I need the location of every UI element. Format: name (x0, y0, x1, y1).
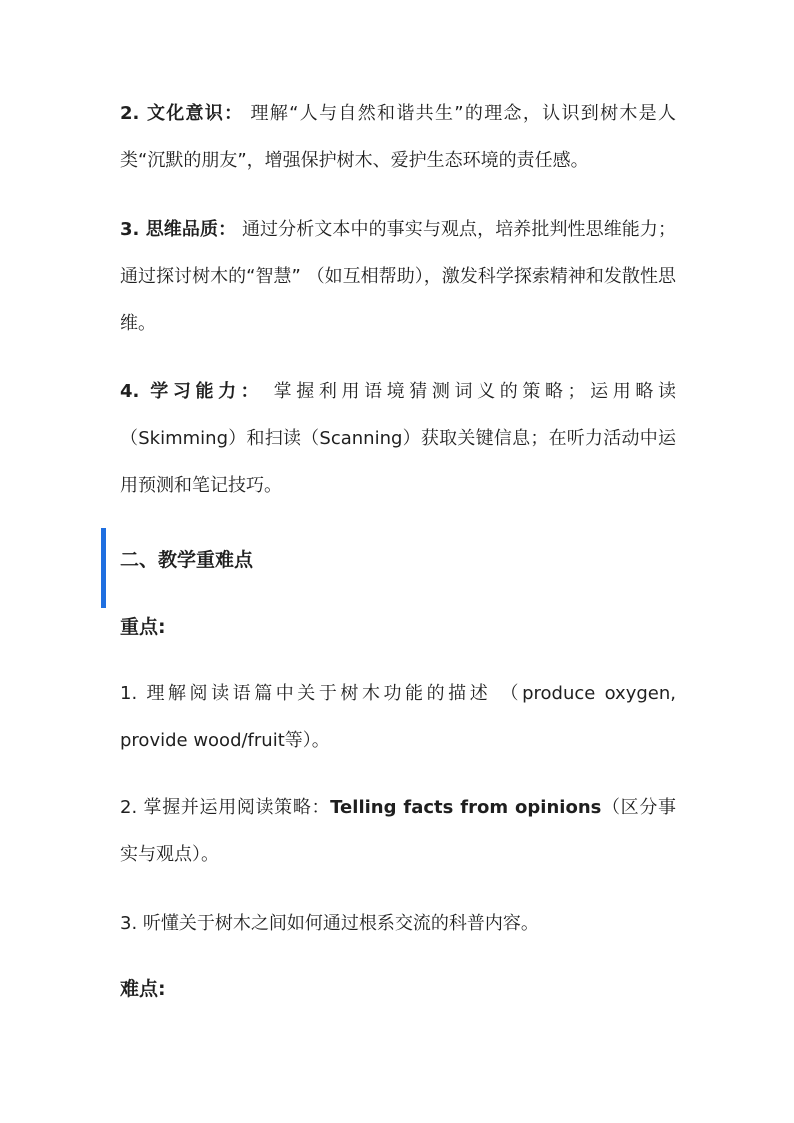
key-point-prefix: 2. 掌握并运用阅读策略： (120, 797, 331, 818)
objective-text: 掌握利用语境猜测词义的策略；运用略读（Skimming）和扫读（Scanning）获取关键信息；在听力活动中运用预测和笔记技巧。 (120, 381, 676, 496)
section-accent-bar (101, 528, 106, 608)
key-point-item (120, 900, 676, 947)
objective-text: 通过分析文本中的事实与观点，培养批判性思维能力；通过探讨树木的“智慧” （如互相帮助），激发科学探索精神和发散性思维。 (120, 219, 676, 334)
difficulties-label: 难点: (120, 978, 166, 1000)
objective-label: 4. 学习能力： (120, 381, 264, 402)
objective-thinking-quality (120, 206, 676, 347)
section-heading: 二、教学重难点 (120, 549, 254, 571)
objective-label: 3. 思维品质： (120, 219, 237, 240)
key-point-suffix: （区分事实与观点）。 (120, 797, 677, 865)
key-points-label: 重点: (120, 616, 166, 638)
objective-label: 2. 文化意识： (120, 103, 244, 124)
key-point-strategy: Telling facts from opinions (330, 797, 602, 818)
key-point-text: 1. 理解阅读语篇中关于树木功能的描述 （produce oxygen, provide wood/fruit等）。 (120, 683, 676, 751)
objective-learning-ability (120, 368, 676, 509)
key-point-item (120, 670, 676, 764)
key-point-item (120, 784, 676, 878)
objective-cultural-awareness (120, 90, 676, 184)
objective-text: 理解“人与自然和谐共生”的理念，认识到树木是人类“沉默的朋友”，增强保护树木、爱护生态环境的责任感。 (120, 103, 676, 171)
key-point-text: 3. 听懂关于树木之间如何通过根系交流的科普内容。 (120, 913, 539, 934)
